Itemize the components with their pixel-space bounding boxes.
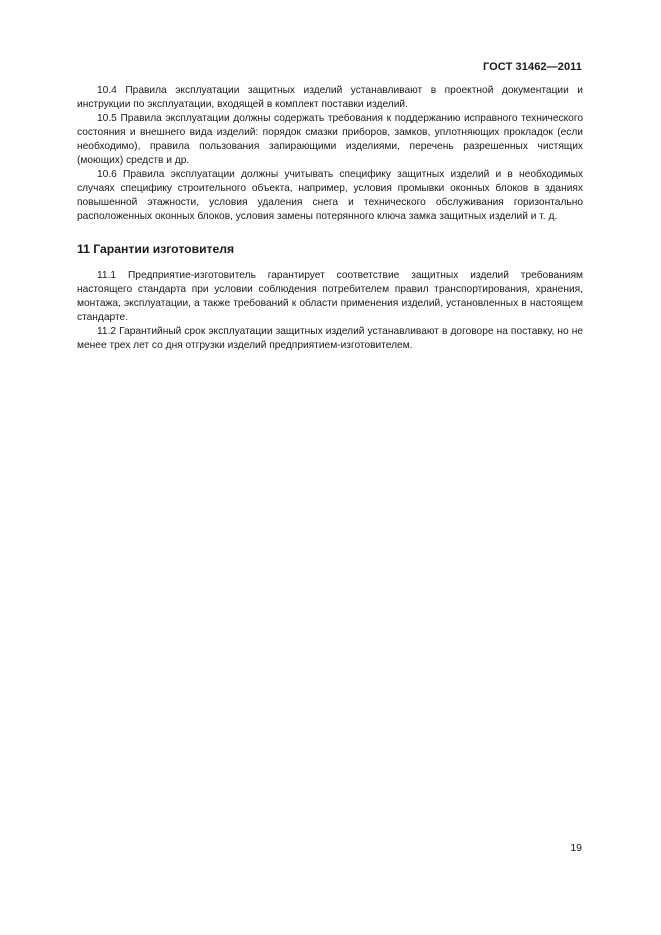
paragraph-10-4: 10.4 Правила эксплуатации защитных изделий устанавливают в проектной документации и инструкции по эксплуатации, входящей в комплект поставки изделий. [77,85,583,110]
paragraph-10-6: 10.6 Правила эксплуатации должны учитывать специфику защитных изделий и в необходимых случаях специфику строительного объекта, например, условия промывки оконных блоков в зданиях повышенной этажности, условия удаления снега и технического обслуживания горизонтально расположенных оконных блоков, условия замены потерянного ключа замка защитных изделий и т. д. [77,169,583,222]
paragraph-10-5: 10.5 Правила эксплуатации должны содержать требования к поддержанию исправного технического состояния и внешнего вида изделий: порядок смазки приборов, замков, уплотняющих прокладок (если необходимо), правила пользования запирающими изделиями, перечень разрешенных чистящих (моющих) средств и др. [77,113,583,166]
paragraph-11-1: 11.1 Предприятие-изготовитель гарантирует соответствие защитных изделий требованиям настоящего стандарта при условии соблюдения потребителем правил транспортирования, хранения, монтажа, эксплуатации, а также требований к области применения изделий, установленных в настоящем стандарте. [77,270,583,323]
page-content [77,84,583,353]
section-11-title: 11 Гарантии изготовителя [77,242,235,256]
document-code: ГОСТ 31462—2011 [482,61,582,73]
page-number: 19 [570,842,582,854]
paragraph-11-2: 11.2 Гарантийный срок эксплуатации защитных изделий устанавливают в договоре на поставку, но не менее трех лет со дня отгрузки изделий предприятием-изготовителем. [77,326,583,351]
